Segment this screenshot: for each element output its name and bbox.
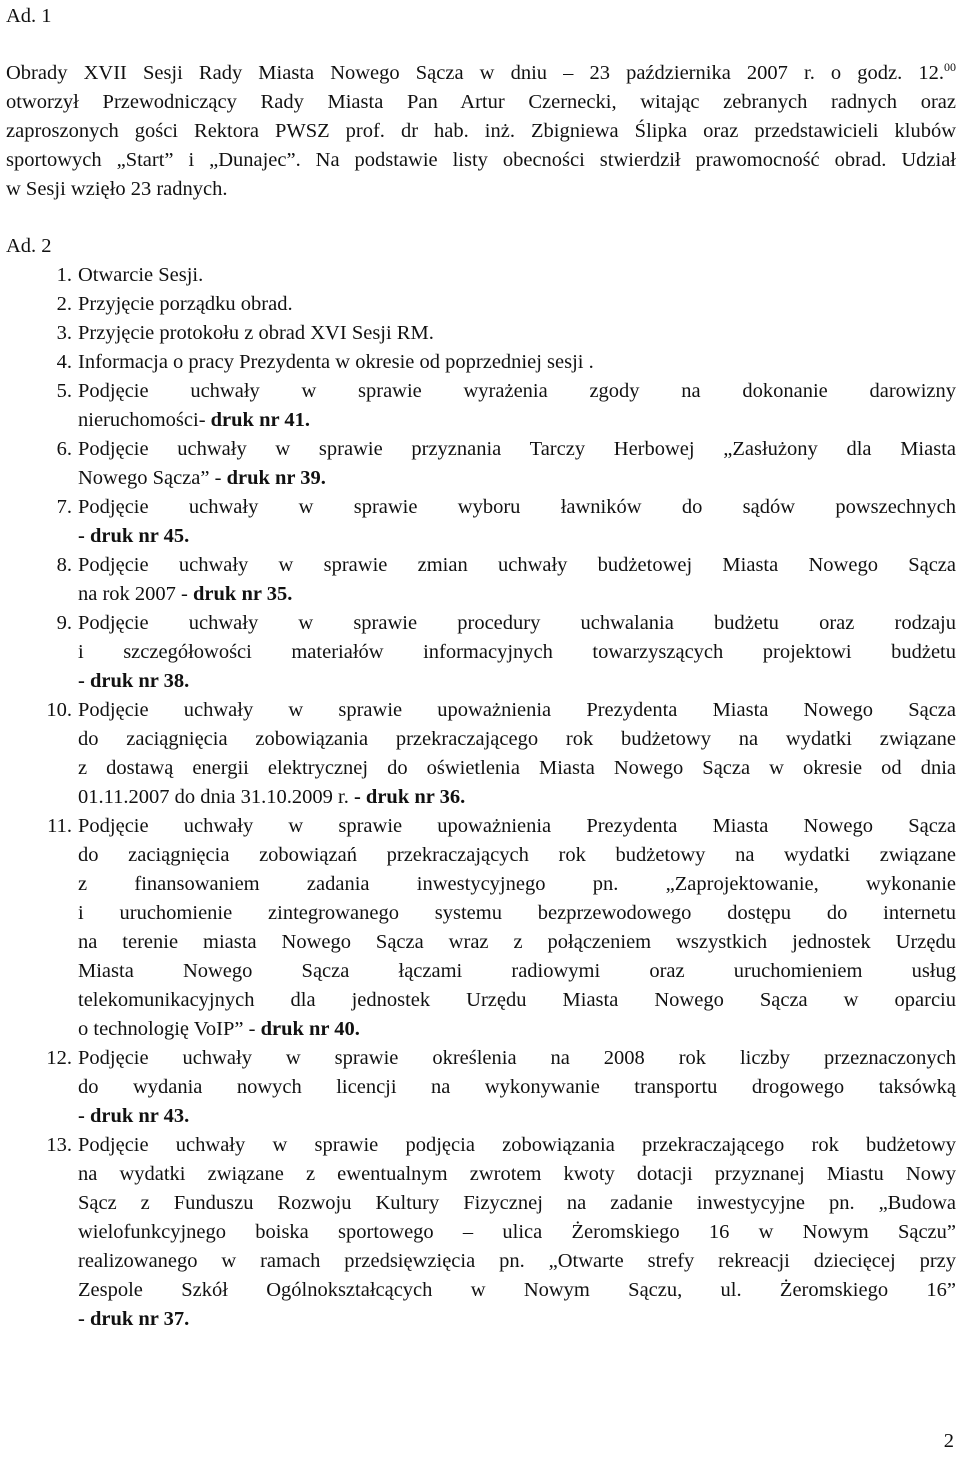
ad1-heading: Ad. 1 (6, 5, 52, 27)
agenda-item-text: Nowego Sącza” - (78, 467, 227, 489)
agenda-item-line (78, 522, 956, 551)
agenda-item-line (78, 725, 956, 754)
agenda-item-line (78, 261, 956, 290)
agenda-item-text: Podjęcie uchwały w sprawie wyboru ławników do sądów powszechnych (78, 496, 956, 518)
agenda-item-line (78, 1276, 956, 1305)
agenda-item-line (78, 1073, 956, 1102)
agenda-item-line (78, 957, 956, 986)
agenda-item-line (78, 986, 956, 1015)
agenda-item-line (78, 667, 956, 696)
intro-paragraph (6, 59, 956, 204)
agenda-item-text: Miasta Nowego Sącza łączami radiowymi oraz uruchomieniem usług (78, 960, 956, 982)
intro-line-1: Obrady XVII Sesji Rady Miasta Nowego Sącza w dniu – 23 października 2007 r. o godz. 12.00 (6, 60, 956, 84)
agenda-item-text: Przyjęcie porządku obrad. (78, 293, 293, 315)
agenda-item-line (78, 899, 956, 928)
agenda-item-line (78, 1015, 956, 1044)
agenda-item-line (78, 377, 956, 406)
agenda-item-line (78, 696, 956, 725)
agenda-item-text: Podjęcie uchwały w sprawie określenia na 2008 rok liczby przeznaczonych (78, 1047, 956, 1069)
agenda-item-line (78, 290, 956, 319)
agenda-item-line (78, 319, 956, 348)
agenda-item-number: 5. (56, 380, 72, 402)
agenda-item-text: do zaciągnięcia zobowiązań przekraczających rok budżetowy na wydatki związane (78, 844, 956, 866)
druk-reference: druk nr 40. (260, 1018, 360, 1040)
agenda-item (6, 377, 956, 435)
druk-reference: - druk nr 45. (78, 525, 190, 547)
agenda-item-line (78, 609, 956, 638)
agenda-item-line (78, 638, 956, 667)
agenda-item-text: Przyjęcie protokołu z obrad XVI Sesji RM. (78, 322, 434, 344)
agenda-item-line (78, 812, 956, 841)
intro-line-4: sportowych „Start” i „Dunajec”. Na podstawie listy obecności stwierdził prawomocność obrad. Udział (6, 149, 956, 171)
agenda-item-line (78, 1218, 956, 1247)
agenda-item-text: do zaciągnięcia zobowiązania przekraczającego rok budżetowy na wydatki związane (78, 728, 956, 750)
agenda-item (6, 1131, 956, 1334)
agenda-item-text: Otwarcie Sesji. (78, 264, 204, 286)
druk-reference: - druk nr 43. (78, 1105, 190, 1127)
agenda-item-number: 12. (46, 1047, 72, 1069)
agenda-item-text: Podjęcie uchwały w sprawie podjęcia zobowiązania przekraczającego rok budżetowy (78, 1134, 956, 1156)
intro-line-5: w Sesji wzięło 23 radnych. (6, 178, 228, 200)
agenda-item-number: 8. (56, 554, 72, 576)
agenda-item-text: Podjęcie uchwały w sprawie procedury uchwalania budżetu oraz rodzaju (78, 612, 956, 634)
druk-reference: - druk nr 36. (353, 786, 466, 808)
agenda-item-text: Podjęcie uchwały w sprawie upoważnienia Prezydenta Miasta Nowego Sącza (78, 699, 956, 721)
agenda-item-line (78, 464, 956, 493)
intro-line-2: otworzył Przewodniczący Rady Miasta Pan Artur Czernecki, witając zebranych radnych oraz (6, 91, 956, 113)
agenda-item-line (78, 754, 956, 783)
agenda-item-text: i szczegółowości materiałów informacyjnych towarzyszących projektowi budżetu (78, 641, 956, 663)
agenda-item-text: Podjęcie uchwały w sprawie upoważnienia Prezydenta Miasta Nowego Sącza (78, 815, 956, 837)
agenda-item-line (78, 1102, 956, 1131)
druk-reference: - druk nr 37. (78, 1308, 190, 1330)
agenda-item-text: Podjęcie uchwały w sprawie wyrażenia zgody na dokonanie darowizny (78, 380, 956, 402)
agenda-item (6, 551, 956, 609)
agenda-item-text: do wydania nowych licencji na wykonywanie transportu drogowego taksówką (78, 1076, 956, 1098)
agenda-item-text: na rok 2007 - (78, 583, 194, 605)
agenda-item-line (78, 928, 956, 957)
agenda-item-line (78, 580, 956, 609)
agenda-item (6, 319, 956, 348)
druk-reference: druk nr 41. (210, 409, 310, 431)
agenda-item-text: Zespole Szkół Ogólnokształcących w Nowym Sączu, ul. Żeromskiego 16” (78, 1279, 956, 1301)
agenda-item-text: nieruchomości- (78, 409, 211, 431)
agenda-item-line (78, 1189, 956, 1218)
agenda-item-line (78, 1044, 956, 1073)
agenda-item-line (78, 870, 956, 899)
page-number: 2 (943, 1430, 954, 1452)
druk-reference: druk nr 39. (226, 467, 326, 489)
druk-reference: - druk nr 38. (78, 670, 190, 692)
agenda-item (6, 435, 956, 493)
ad2-heading: Ad. 2 (6, 235, 52, 257)
agenda-item-text: na terenie miasta Nowego Sącza wraz z połączeniem wszystkich jednostek Urzędu (78, 931, 956, 953)
agenda-item-text: wielofunkcyjnego boiska sportowego – ulica Żeromskiego 16 w Nowym Sączu” (78, 1221, 956, 1243)
agenda-item-number: 2. (56, 293, 72, 315)
agenda-item-text: Podjęcie uchwały w sprawie przyznania Tarczy Herbowej „Zasłużony dla Miasta (78, 438, 956, 460)
agenda-item-line (78, 783, 956, 812)
time-superscript: 00 (944, 60, 956, 75)
druk-reference: druk nr 35. (193, 583, 293, 605)
agenda-item-line (78, 1247, 956, 1276)
agenda-item-text: Informacja o pracy Prezydenta w okresie od poprzedniej sesji . (78, 351, 594, 373)
agenda-item-text: realizowanego w ramach przedsięwzięcia pn. „Otwarte strefy rekreacji dziecięcej przy (78, 1250, 956, 1272)
agenda-item-number: 7. (56, 496, 72, 518)
agenda-item-line (78, 841, 956, 870)
agenda-item (6, 812, 956, 1044)
agenda-item-number: 1. (56, 264, 72, 286)
agenda-item (6, 1044, 956, 1131)
agenda-item-line (78, 435, 956, 464)
agenda-item-line (78, 1160, 956, 1189)
agenda-item-text: Podjęcie uchwały w sprawie zmian uchwały budżetowej Miasta Nowego Sącza (78, 554, 956, 576)
agenda-item (6, 696, 956, 812)
agenda-item-text: 01.11.2007 do dnia 31.10.2009 r. (78, 786, 354, 808)
agenda-item (6, 493, 956, 551)
agenda-item-text: z dostawą energii elektrycznej do oświetlenia Miasta Nowego Sącza w okresie od dnia (78, 757, 956, 779)
agenda-item-number: 10. (46, 699, 72, 721)
agenda-item (6, 261, 956, 290)
agenda-item-number: 9. (56, 612, 72, 634)
agenda-item-text: i uruchomienie zintegrowanego systemu bezprzewodowego dostępu do internetu (78, 902, 956, 924)
agenda-item-line (78, 348, 956, 377)
intro-line-3: zaproszonych gości Rektora PWSZ prof. dr hab. inż. Zbigniewa Ślipka oraz przedstawicieli klubów (6, 120, 956, 142)
agenda-item (6, 609, 956, 696)
agenda-item-line (78, 1131, 956, 1160)
document-page (6, 0, 956, 1334)
agenda-item-number: 3. (56, 322, 72, 344)
agenda-item-number: 4. (56, 351, 72, 373)
agenda-item-line (78, 493, 956, 522)
agenda-item-text: na wydatki związane z ewentualnym zwrotem kwoty dotacji przyznanej Miastu Nowy (78, 1163, 956, 1185)
agenda-item-number: 13. (46, 1134, 72, 1156)
agenda-item (6, 348, 956, 377)
agenda-item-text: o technologię VoIP” - (78, 1018, 261, 1040)
agenda-item-text: z finansowaniem zadania inwestycyjnego pn. „Zaprojektowanie, wykonanie (78, 873, 956, 895)
agenda-item-number: 11. (47, 815, 72, 837)
agenda-item-line (78, 406, 956, 435)
agenda-item-text: Sącz z Funduszu Rozwoju Kultury Fizycznej na zadanie inwestycyjne pn. „Budowa (78, 1192, 956, 1214)
agenda-item-number: 6. (56, 438, 72, 460)
agenda-item-line (78, 551, 956, 580)
agenda-item-text: telekomunikacyjnych dla jednostek Urzędu Miasta Nowego Sącza w oparciu (78, 989, 956, 1011)
agenda-item (6, 290, 956, 319)
agenda-list (6, 261, 956, 1334)
agenda-item-line (78, 1305, 956, 1334)
